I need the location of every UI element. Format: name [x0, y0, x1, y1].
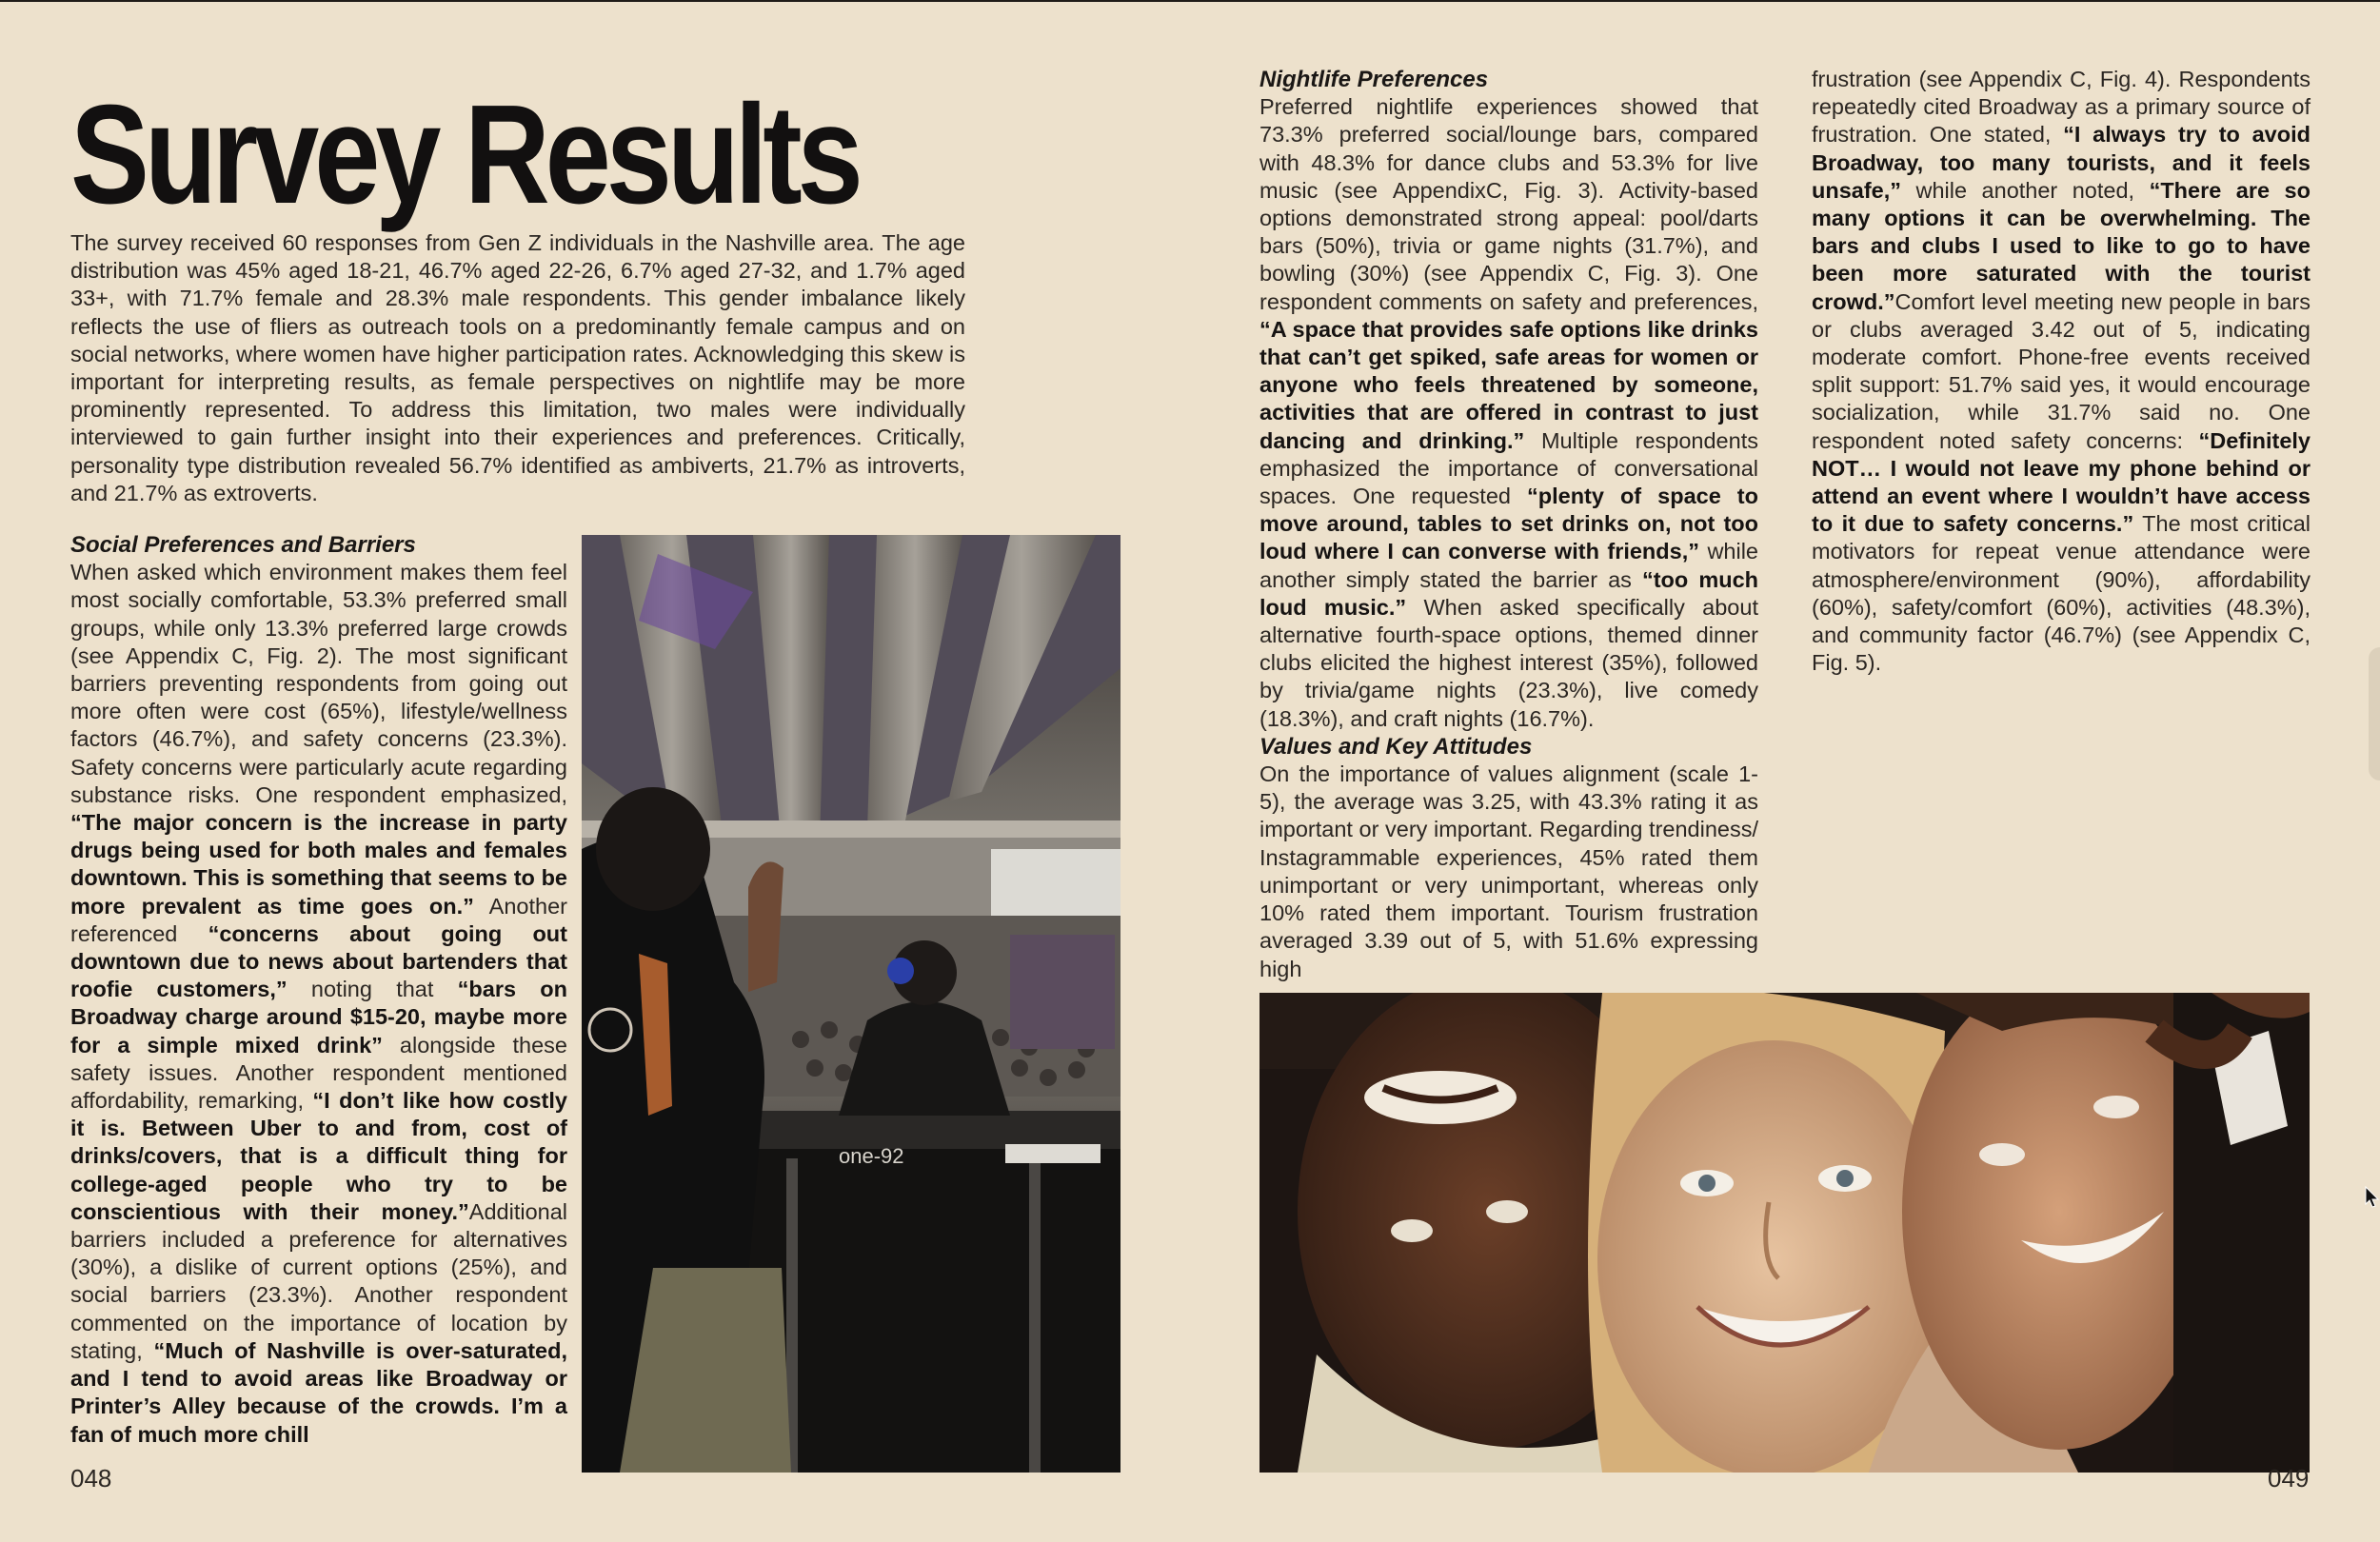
tourism-frustration-section	[1812, 66, 2311, 677]
section-heading-nightlife: Nightlife Preferences	[1259, 67, 1489, 92]
intro-paragraph: The survey received 60 responses from Gen Z individuals in the Nashville area. The age distribution was 45% aged 18-21, 46.7% aged 22-26, 6.7% aged 27-32, and 1.7% aged 33+, with 71.7% female and 28.3% male respondents. This gender imbalance likely reflects the use of fliers as outreach tools on a predominantly female campus and on social networks, where women have higher participation rates. Acknowledging this skew is important for interpreting results, as female perspectives on nightlife may be more prominently represented. To address this limitation, two males were individually interviewed to gain further insight into their experiences and preferences. Critically, personality type distribution revealed 56.7% identified as ambiverts, 21.7% as introverts, and 21.7% as extroverts.	[70, 230, 965, 505]
page-edge-tab[interactable]	[2369, 647, 2380, 781]
quote: “I always try to avoid Broadway, too many tourists, and it feels unsafe,”	[1812, 122, 2311, 203]
nightlife-paragraph: Preferred nightlife experiences showed that 73.3% preferred social/lounge bars, compared with 48.3% for dance clubs and 53.3% for live music (see AppendixC, Fig. 3). Activity-based options demonstrated strong appeal: pool/darts bars (50%), trivia or game nights (31.7%), and bowling (30%) (see Appendix C, Fig. 3). One respondent comments on safety and preferences, “A space that provides safe options like drinks that can’t get spiked, safe areas for women or anyone who feels threatened by someone, activities that are offered in contrast to just dancing and drinking.” Multiple respondents emphasized the importance of conversational spaces. One requested “plenty of space to move around, tables to set drinks on, not too loud where I can converse with friends,” while another simply stated the barrier as “too much loud music.” When asked specifically about alternative fourth-space options, themed dinner clubs elicited the highest interest (35%), followed by trivia/game nights (23.3%), live comedy (18.3%), and craft nights (16.7%).	[1259, 94, 1758, 731]
quote: “plenty of space to move around, tables to set drinks on, not too loud where I can converse with friends,”	[1259, 484, 1758, 564]
social-paragraph: When asked which environment makes them feel most socially comfortable, 53.3% preferred small groups, while only 13.3% preferred large crowds (see Appendix C, Fig. 2). The most significant barriers preventing respondents from going out more often were cost (65%), lifestyle/wellness factors (46.7%), and safety concerns (23.3%). Safety concerns were particularly acute regarding substance risks. One respondent emphasized, “The major concern is the increase in party drugs being used for both males and females downtown. This is something that seems to be more prevalent as time goes on.” Another referenced “concerns about going out downtown due to news about bartenders that roofie customers,” noting that “bars on Broadway charge around $15-20, maybe more for a simple mixed drink” alongside these safety issues. Another respondent mentioned affordability, remarking, “I don’t like how costly it is. Between Uber to and from, cost of drinks/covers, that is a difficult thing for college-aged people who try to be conscientious with their money.”Additional barriers included a preference for alternatives (30%), a dislike of current options (25%), and social barriers (23.3%). Another respondent commented on the importance of location by stating, “Much of Nashville is over-saturated, and I tend to avoid areas like Broadway or Printer’s Alley because of the crowds. I’m a fan of much more chill	[70, 560, 567, 1447]
section-heading-values: Values and Key Attitudes	[1259, 733, 1533, 760]
values-paragraph: On the importance of values alignment (scale 1-5), the average was 3.25, with 43.3% rating it as important or very important. Regarding trendiness/ Instagrammable experiences, 45% rated them unimportant or very unimportant, whereas only 10% rated them important. Tourism frustration averaged 3.39 out of 5, with 51.6% expressing high	[1259, 761, 1758, 981]
quote: “The major concern is the increase in party drugs being used for both males and females downtown. This is something that seems to be more prevalent as time goes on.”	[70, 810, 567, 919]
quote: “bars on Broadway charge around $15-20, maybe more for a simple mixed drink”	[70, 977, 567, 1058]
quote: “Definitely NOT… I would not leave my phone behind or attend an event where I wouldn’t have access to it due to safety concerns.”	[1812, 427, 2311, 537]
nightlife-section	[1259, 66, 1758, 983]
page-number-right: 049	[2268, 1464, 2310, 1493]
page-number-left: 048	[70, 1464, 112, 1493]
top-border	[0, 0, 2380, 2]
friends-photo	[1259, 993, 2310, 1473]
quote: “There are so many options it can be overwhelming. The bars and clubs I used to like to go to have been more saturated with the tourist crowd.”	[1812, 177, 2311, 314]
frustration-paragraph: frustration (see Appendix C, Fig. 4). Respondents repeatedly cited Broadway as a primary source of frustration. One stated, “I always try to avoid Broadway, too many tourists, and it feels unsafe,” while another noted, “There are so many options it can be overwhelming. The bars and clubs I used to like to go to have been more saturated with the tourist crowd.”Comfort level meeting new people in bars or clubs averaged 3.42 out of 5, indicating moderate comfort. Phone-free events received split support: 51.7% said yes, it would encourage socialization, while 31.7% said no. One respondent noted safety concerns: “Definitely NOT… I would not leave my phone behind or attend an event where I wouldn’t have access to it due to safety concerns.” The most critical motivators for repeat venue attendance were atmosphere/environment (90%), affordability (60%), safety/comfort (60%), activities (48.3%), and community factor (46.7%) (see Appendix C, Fig. 5).	[1812, 67, 2311, 676]
page-title: Survey Results	[70, 76, 859, 233]
quote: “A space that provides safe options like drinks that can’t get spiked, safe areas for women or anyone who feels threatened by someone, activities that are offered in contrast to just dancing and drinking.”	[1259, 316, 1758, 453]
quote: “Much of Nashville is over-saturated, and I tend to avoid areas like Broadway or Printer’s Alley because of the crowds. I’m a fan of much more chill	[70, 1337, 567, 1447]
quote: “I don’t like how costly it is. Between Uber to and from, cost of drinks/covers, that is a difficult thing for college-aged people who try to be conscientious with their money.”	[70, 1088, 567, 1224]
mixer-label: one-92	[839, 1144, 904, 1168]
social-preferences-section	[70, 531, 567, 1449]
mouse-cursor-icon	[2365, 1186, 2380, 1214]
section-heading-social: Social Preferences and Barriers	[70, 532, 416, 558]
quote: “concerns about going out downtown due to news about bartenders that roofie customers,”	[70, 920, 567, 1002]
quote: “too much loud music.”	[1259, 566, 1758, 620]
dj-photo	[582, 535, 1121, 1473]
